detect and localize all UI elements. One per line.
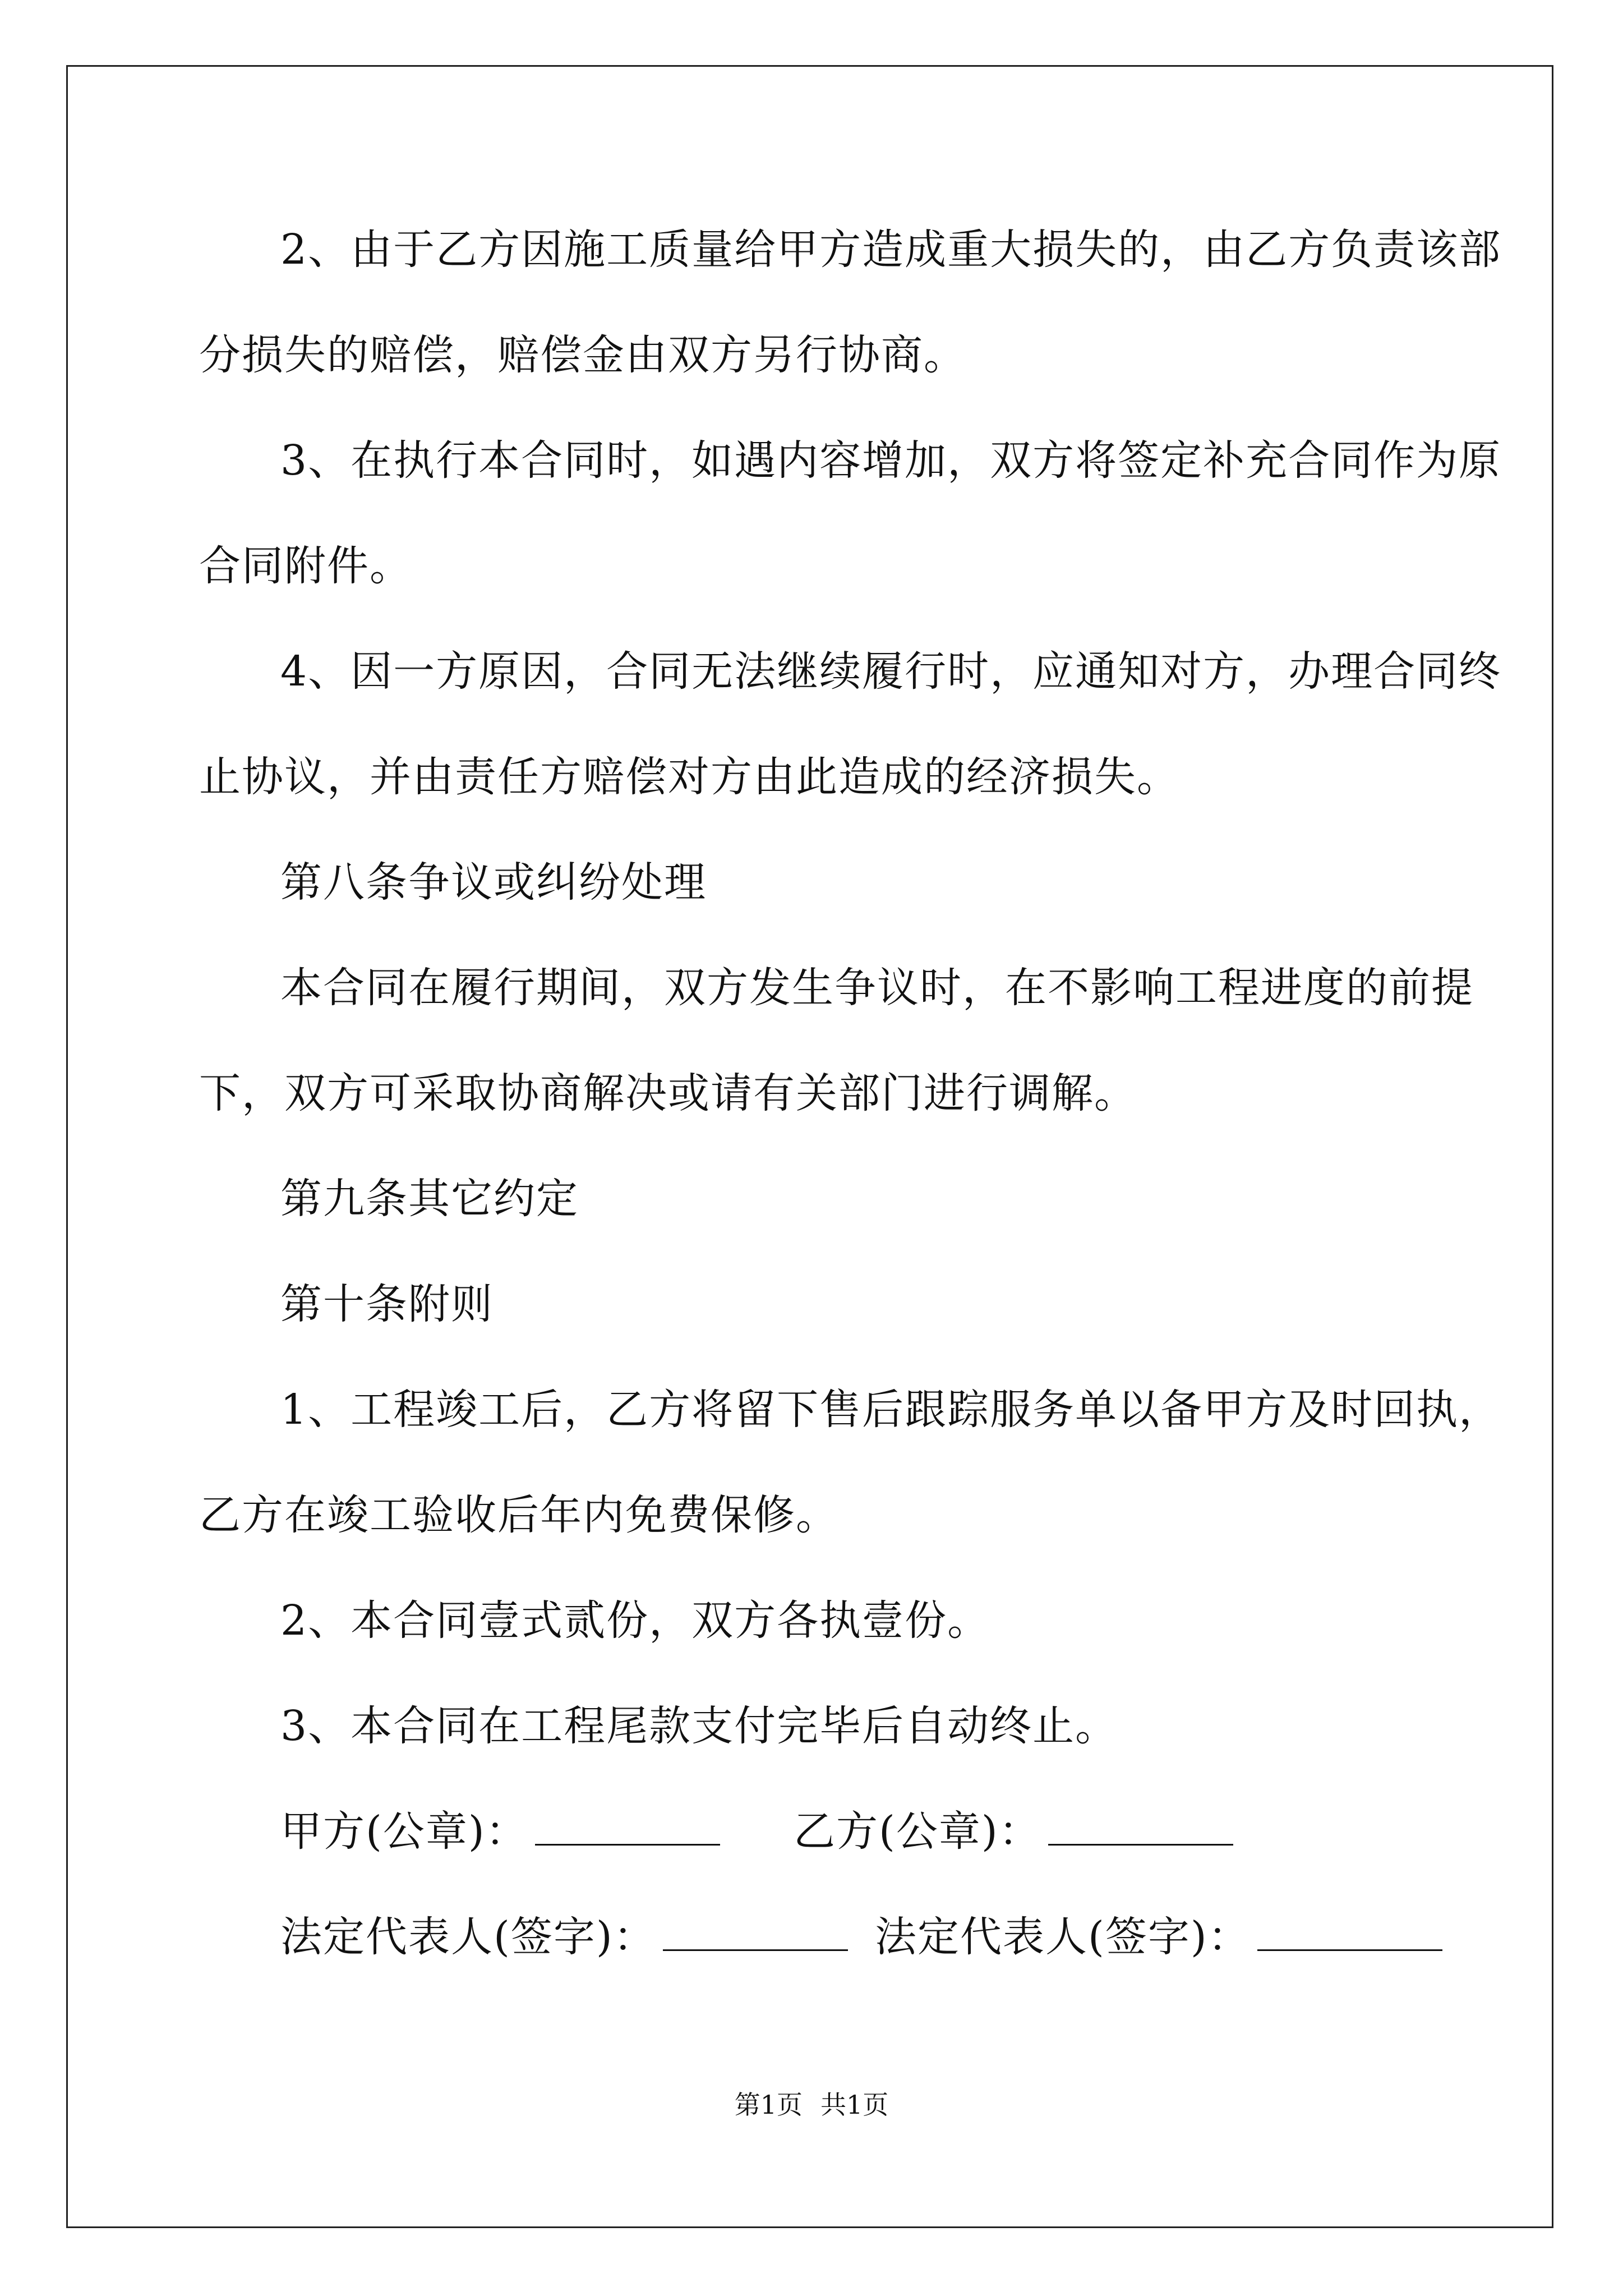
paragraph-line: 本合同在履行期间，双方发生争议时，在不影响工程进度的前提 [280,964,1474,1012]
party-a-seal-row [280,1807,720,1856]
paragraph-line: 下，双方可采取协商解决或请有关部门进行调解。 [199,1069,1137,1117]
party-b-rep-label: 法定代表人(签字)： [875,1913,1251,1961]
section-heading: 第九条其它约定 [280,1175,579,1223]
page-number: 第1页 [734,2090,803,2120]
paragraph-line: 2、本合同壹式贰份，双方各执壹份。 [280,1596,990,1645]
party-b-rep-blank[interactable] [1257,1949,1442,1951]
party-a-rep-label: 法定代表人(签字)： [280,1913,656,1961]
paragraph-line: 4、因一方原因，合同无法继续履行时，应通知对方，办理合同终 [280,647,1502,696]
party-b-rep-row [875,1913,1442,1961]
paragraph-line: 分损失的赔偿，赔偿金由双方另行协商。 [199,331,966,379]
party-a-seal-blank[interactable] [535,1844,720,1846]
party-b-seal-blank[interactable] [1048,1844,1233,1846]
paragraph-line: 乙方在竣工验收后年内免费保修。 [199,1491,838,1539]
paragraph-line: 2、由于乙方因施工质量给甲方造成重大损失的，由乙方负责该部 [280,226,1502,274]
paragraph-line: 3、本合同在工程尾款支付完毕后自动终止。 [280,1702,1118,1750]
party-a-rep-blank[interactable] [663,1949,848,1951]
page-footer [0,2085,1623,2122]
page-total: 共1页 [820,2090,889,2120]
paragraph-line: 3、在执行本合同时，如遇内容增加，双方将签定补充合同作为原 [280,436,1502,485]
paragraph-line: 止协议，并由责任方赔偿对方由此造成的经济损失。 [199,753,1179,801]
party-a-rep-row [280,1913,848,1961]
section-heading: 第八条争议或纠纷处理 [280,858,707,907]
party-b-seal-row [794,1807,1233,1856]
paragraph-line: 合同附件。 [199,542,412,590]
section-heading: 第十条附则 [280,1280,494,1328]
party-b-seal-label: 乙方(公章)： [794,1807,1041,1856]
paragraph-line: 1、工程竣工后，乙方将留下售后跟踪服务单以备甲方及时回执， [280,1386,1502,1434]
party-a-seal-label: 甲方(公章)： [280,1807,528,1856]
